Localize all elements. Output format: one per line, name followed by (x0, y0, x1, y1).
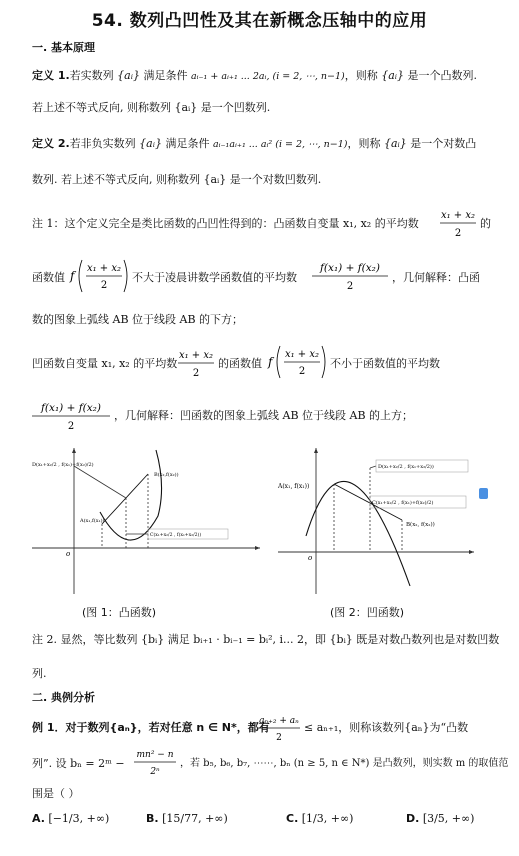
option-c-text: [1/3, +∞) (301, 812, 354, 825)
convex-curve (100, 450, 162, 540)
note-1-line-2-c: ，几何解释：凸函 (392, 271, 480, 284)
f-of-avg-1 (68, 254, 130, 298)
figure-2-concave (276, 446, 476, 596)
option-b[interactable] (146, 812, 228, 825)
example-1-fraction-2 (132, 746, 178, 780)
f-symbol: f (70, 269, 75, 283)
d-pointer-line (74, 466, 126, 498)
option-a-label: A. (32, 812, 45, 825)
point-d-label: D(x₁+x₂/2 , f(x₁)+f(x₂)/2) (32, 462, 94, 468)
definition-2-text-b: 满足条件 (165, 137, 210, 150)
point-c-label: C(x₁+x₂/2 , f(x₁+x₂/2)) (150, 533, 202, 538)
fraction-numerator: f(x₁) + f(x₂) (320, 262, 380, 274)
fraction-f-avg-1 (310, 258, 390, 294)
note-1-line-5: ，几何解释：凹函数的图象上弧线 AB 位于线段 AB 的上方； (114, 409, 414, 422)
definition-2-line-2: 数列. 若上述不等式反向, 则称数列 {aᵢ} 是一个对数凹数列. (32, 173, 322, 186)
y-axis-arrow (314, 448, 318, 453)
definition-1-text-c: ，则称 (344, 69, 378, 82)
right-paren (124, 260, 127, 292)
option-c-label: C. (286, 812, 299, 825)
section-examples-heading: 二. 典例分析 (32, 691, 96, 704)
fraction-denominator: 2 (346, 281, 354, 292)
d-pointer-line (370, 466, 376, 468)
definition-1-text-b: 满足条件 (143, 69, 188, 82)
fraction-denominator: 2 (67, 421, 75, 432)
point-a-label: A(x₁,f(x₁)) (80, 518, 105, 524)
definition-2-text-d: 是一个对数凸 (410, 137, 477, 150)
fraction-numerator: mn² − n (136, 750, 174, 760)
example-1-text: 例 1．对于数列{aₙ}，若对任意 n ∈ N*，都有 (32, 721, 270, 734)
point-a-label: A(x₁, f(x₁)) (278, 483, 310, 490)
option-a[interactable] (32, 812, 109, 825)
definition-2-seq-2: {aᵢ} (383, 137, 407, 150)
option-b-label: B. (146, 812, 159, 825)
left-paren (277, 346, 280, 378)
figure-1-caption: (图 1：凸函数) (82, 606, 157, 619)
figure-1-convex (30, 446, 262, 596)
figure-2-caption: (图 2：凹函数) (330, 606, 405, 619)
note-1-line-3: 数的图象上弧线 AB 位于线段 AB 的下方； (32, 313, 244, 326)
fraction-denominator: 2 (192, 368, 200, 379)
note-1-line-4-c: 不小于函数值的平均数 (330, 357, 440, 370)
note-2-line-1: 注 2. 显然，等比数列 {bᵢ} 满足 bᵢ₊₁ · bᵢ₋₁ = bᵢ², i... 2，即 {bᵢ} 既是对数凸数列也是对数凹数 (32, 633, 500, 646)
note-1-line-4-b: 的函数值 (218, 357, 262, 370)
fraction-numerator: x₁ + x₂ (86, 263, 122, 274)
definition-2-label: 定义 2. (32, 137, 70, 150)
fraction-numerator: f(x₁) + f(x₂) (41, 402, 101, 414)
x-axis-arrow (255, 546, 260, 550)
origin-label: o (66, 550, 71, 558)
option-b-text: [15/77, +∞) (162, 812, 228, 825)
definition-2-text-c: ，则称 (347, 137, 381, 150)
section-basic-heading: 一. 基本原理 (32, 41, 96, 54)
example-1-line-2-a: 列”. 设 bₙ = 2ᵐ − (32, 757, 125, 770)
point-d-label: D(x₁+x₂/2 , f(x₁+x₂/2)) (378, 464, 434, 470)
definition-1-line-2: 若上述不等式反向, 则称数列 {aᵢ} 是一个凹数列. (32, 101, 271, 114)
definition-2-seq: {aᵢ} (139, 137, 162, 150)
fraction-denominator: 2 (100, 280, 108, 291)
definition-1-line-1 (32, 68, 477, 85)
option-a-text: [−1/3, +∞) (48, 812, 110, 825)
y-axis-arrow (72, 448, 76, 453)
option-d-label: D. (406, 812, 420, 825)
page-title: 54. 数列凸凹性及其在新概念压轴中的应用 (91, 11, 428, 31)
definition-2-text: 若非负实数列 (69, 137, 136, 150)
fraction-numerator: x₁ + x₂ (440, 210, 476, 221)
note-2-line-2: 列. (32, 667, 47, 680)
note-1-line-1-end: 的 (480, 217, 491, 230)
definition-1-condition: aᵢ₋₁ + aᵢ₊₁ ... 2aᵢ, (i = 2, ⋯, n−1) (190, 71, 345, 82)
f-symbol: f (268, 355, 273, 369)
definition-1-text-d: 是一个凸数列. (407, 69, 477, 82)
origin-label: o (308, 554, 313, 562)
point-b-label: B(x₂, f(x₂)) (406, 522, 435, 528)
definition-1-seq-2: {aᵢ} (381, 69, 404, 82)
note-1-line-2-b: 不大于凌晨讲数学函数值的平均数 (132, 271, 297, 284)
f-of-avg-2 (266, 340, 328, 384)
edit-icon[interactable] (479, 488, 488, 499)
note-1-line-4-a: 凹函数自变量 x₁, x₂ 的平均数 (32, 357, 178, 370)
fraction-avg-2 (176, 346, 216, 382)
x-axis-arrow (469, 550, 474, 554)
fraction-denominator: 2 (298, 366, 306, 377)
example-1-line-2-b: ，若 b₅, b₆, b₇, ⋯⋯, bₙ (n ≥ 5, n ∈ N*) 是凸数列，则实数 m 的取值范 (180, 758, 509, 769)
note-1-line-1 (32, 216, 419, 232)
right-paren (322, 346, 325, 378)
example-1-line-1-a (32, 720, 270, 736)
definition-1-seq: {aᵢ} (117, 69, 140, 82)
segment-ab (102, 474, 148, 524)
example-1-fraction (256, 712, 302, 746)
definition-1-label: 定义 1. (32, 69, 70, 82)
note-1-text: 注 1：这个定义完全是类比函数的凸凹性得到的：凸函数自变量 x₁, x₂ 的平均数 (32, 217, 419, 230)
fraction-f-avg-2 (30, 398, 112, 434)
example-1-line-3: 围是（ ） (32, 787, 80, 800)
definition-1-text: 若实数列 (69, 69, 114, 82)
definition-2-condition: aᵢ₋₁aᵢ₊₁ ... aᵢ² (i = 2, ⋯, n−1) (212, 139, 348, 150)
option-d-text: [3/5, +∞) (422, 812, 475, 825)
point-c-label: C(x₁+x₂/2 , f(x₁)+f(x₂)/2) (372, 500, 434, 506)
fraction-denominator: 2 (276, 733, 282, 743)
fraction-numerator: x₁ + x₂ (284, 349, 320, 360)
point-b-label: B(x₂,f(x₂)) (154, 472, 179, 478)
fraction-avg-1 (438, 206, 478, 242)
example-1-line-1-b: ≤ aₙ₊₁，则称该数列{aₙ}为“凸数 (304, 721, 469, 734)
left-paren (79, 260, 82, 292)
option-c[interactable] (286, 812, 353, 825)
fraction-denominator: 2 (454, 228, 462, 239)
definition-2-line-1 (32, 136, 476, 153)
note-1-line-2-a: 函数值 (32, 271, 65, 284)
fraction-numerator: aₙ₊₂ + aₙ (259, 716, 299, 726)
option-d[interactable] (406, 812, 474, 825)
fraction-denominator: 2ⁿ (150, 767, 160, 777)
fraction-numerator: x₁ + x₂ (178, 350, 214, 361)
